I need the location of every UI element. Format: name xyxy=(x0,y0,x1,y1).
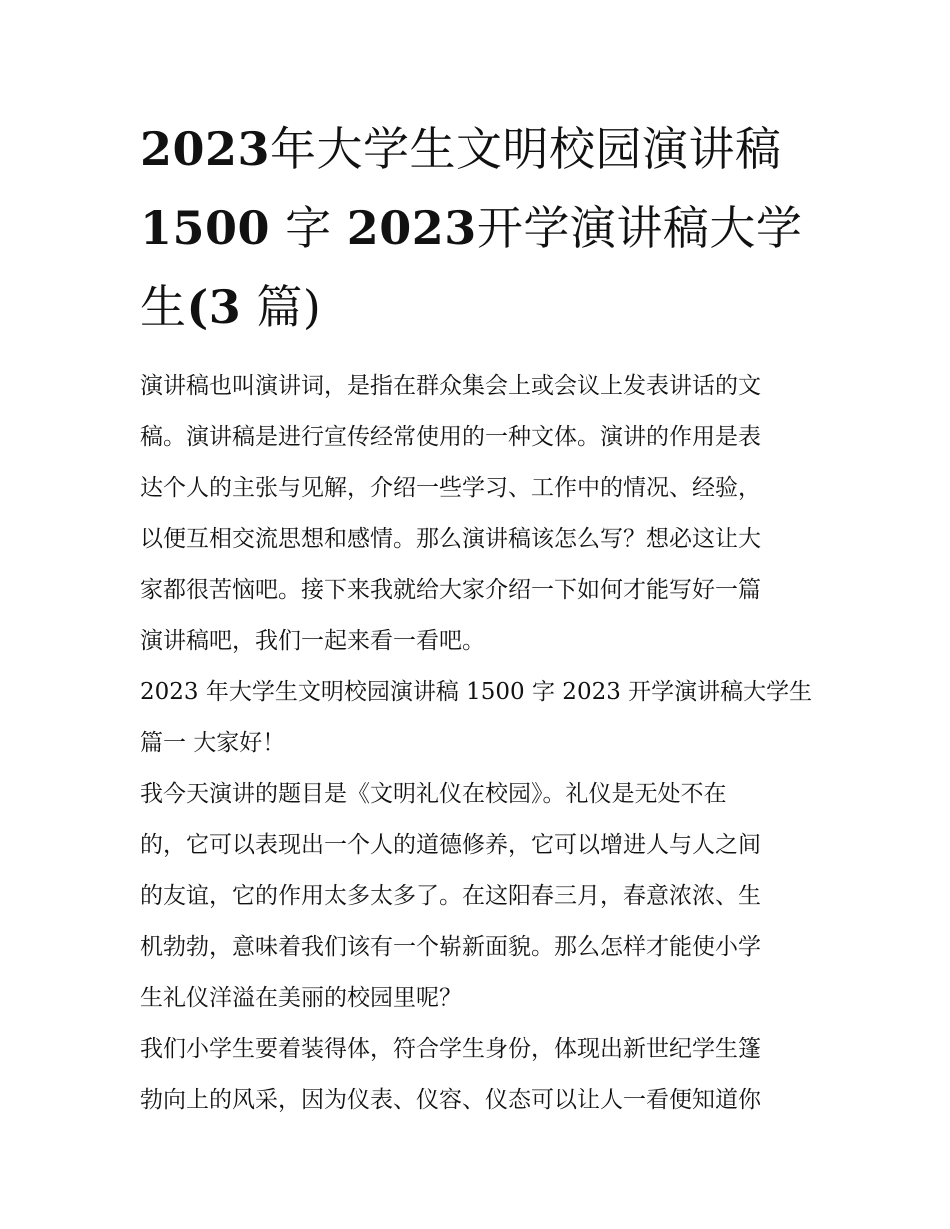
intro-line: 达个人的主张与见解，介绍一些学习、工作中的情况、经验， xyxy=(140,475,761,501)
paragraph-2 xyxy=(140,1024,820,1126)
intro-line: 家都很苦恼吧。接下来我就给大家介绍一下如何才能写好一篇 xyxy=(140,577,761,603)
intro-line: 演讲稿吧，我们一起来看一看吧。 xyxy=(140,628,485,654)
title-line-3: 生(3 篇) xyxy=(140,280,322,334)
document-body xyxy=(140,361,820,1126)
paragraph-line: 机勃勃，意味着我们该有一个崭新面貌。那么怎样才能使小学 xyxy=(140,934,761,960)
paragraph-line: 我们小学生要着装得体，符合学生身份，体现出新世纪学生篷 xyxy=(140,1036,761,1062)
paragraph-line: 生礼仪洋溢在美丽的校园里呢？ xyxy=(140,985,462,1011)
intro-paragraph xyxy=(140,361,820,667)
paragraph-line: 的，它可以表现出一个人的道德修养，它可以增进人与人之间 xyxy=(140,832,761,858)
paragraph-line: 勃向上的风采，因为仪表、仪容、仪态可以让人一看便知道你 xyxy=(140,1087,761,1113)
section-heading xyxy=(140,667,820,769)
section-heading-line: 2023 年大学生文明校园演讲稿 1500 字 2023 开学演讲稿大学生 xyxy=(140,679,813,705)
document-page xyxy=(140,110,820,1126)
intro-line: 演讲稿也叫演讲词，是指在群众集会上或会议上发表讲话的文 xyxy=(140,373,761,399)
document-title xyxy=(140,110,820,347)
title-line-2: 1500 字 2023开学演讲稿大学 xyxy=(140,201,803,255)
intro-line: 以便互相交流思想和感情。那么演讲稿该怎么写？想必这让大 xyxy=(140,526,761,552)
paragraph-line: 的友谊，它的作用太多太多了。在这阳春三月，春意浓浓、生 xyxy=(140,883,761,909)
paragraph-line: 我今天演讲的题目是《文明礼仪在校园》。礼仪是无处不在 xyxy=(140,781,727,807)
paragraph-1 xyxy=(140,769,820,1024)
title-line-1: 2023年大学生文明校园演讲稿 xyxy=(140,122,782,176)
intro-line: 稿。演讲稿是进行宣传经常使用的一种文体。演讲的作用是表 xyxy=(140,424,761,450)
section-heading-line: 篇一 大家好！ xyxy=(140,730,286,756)
